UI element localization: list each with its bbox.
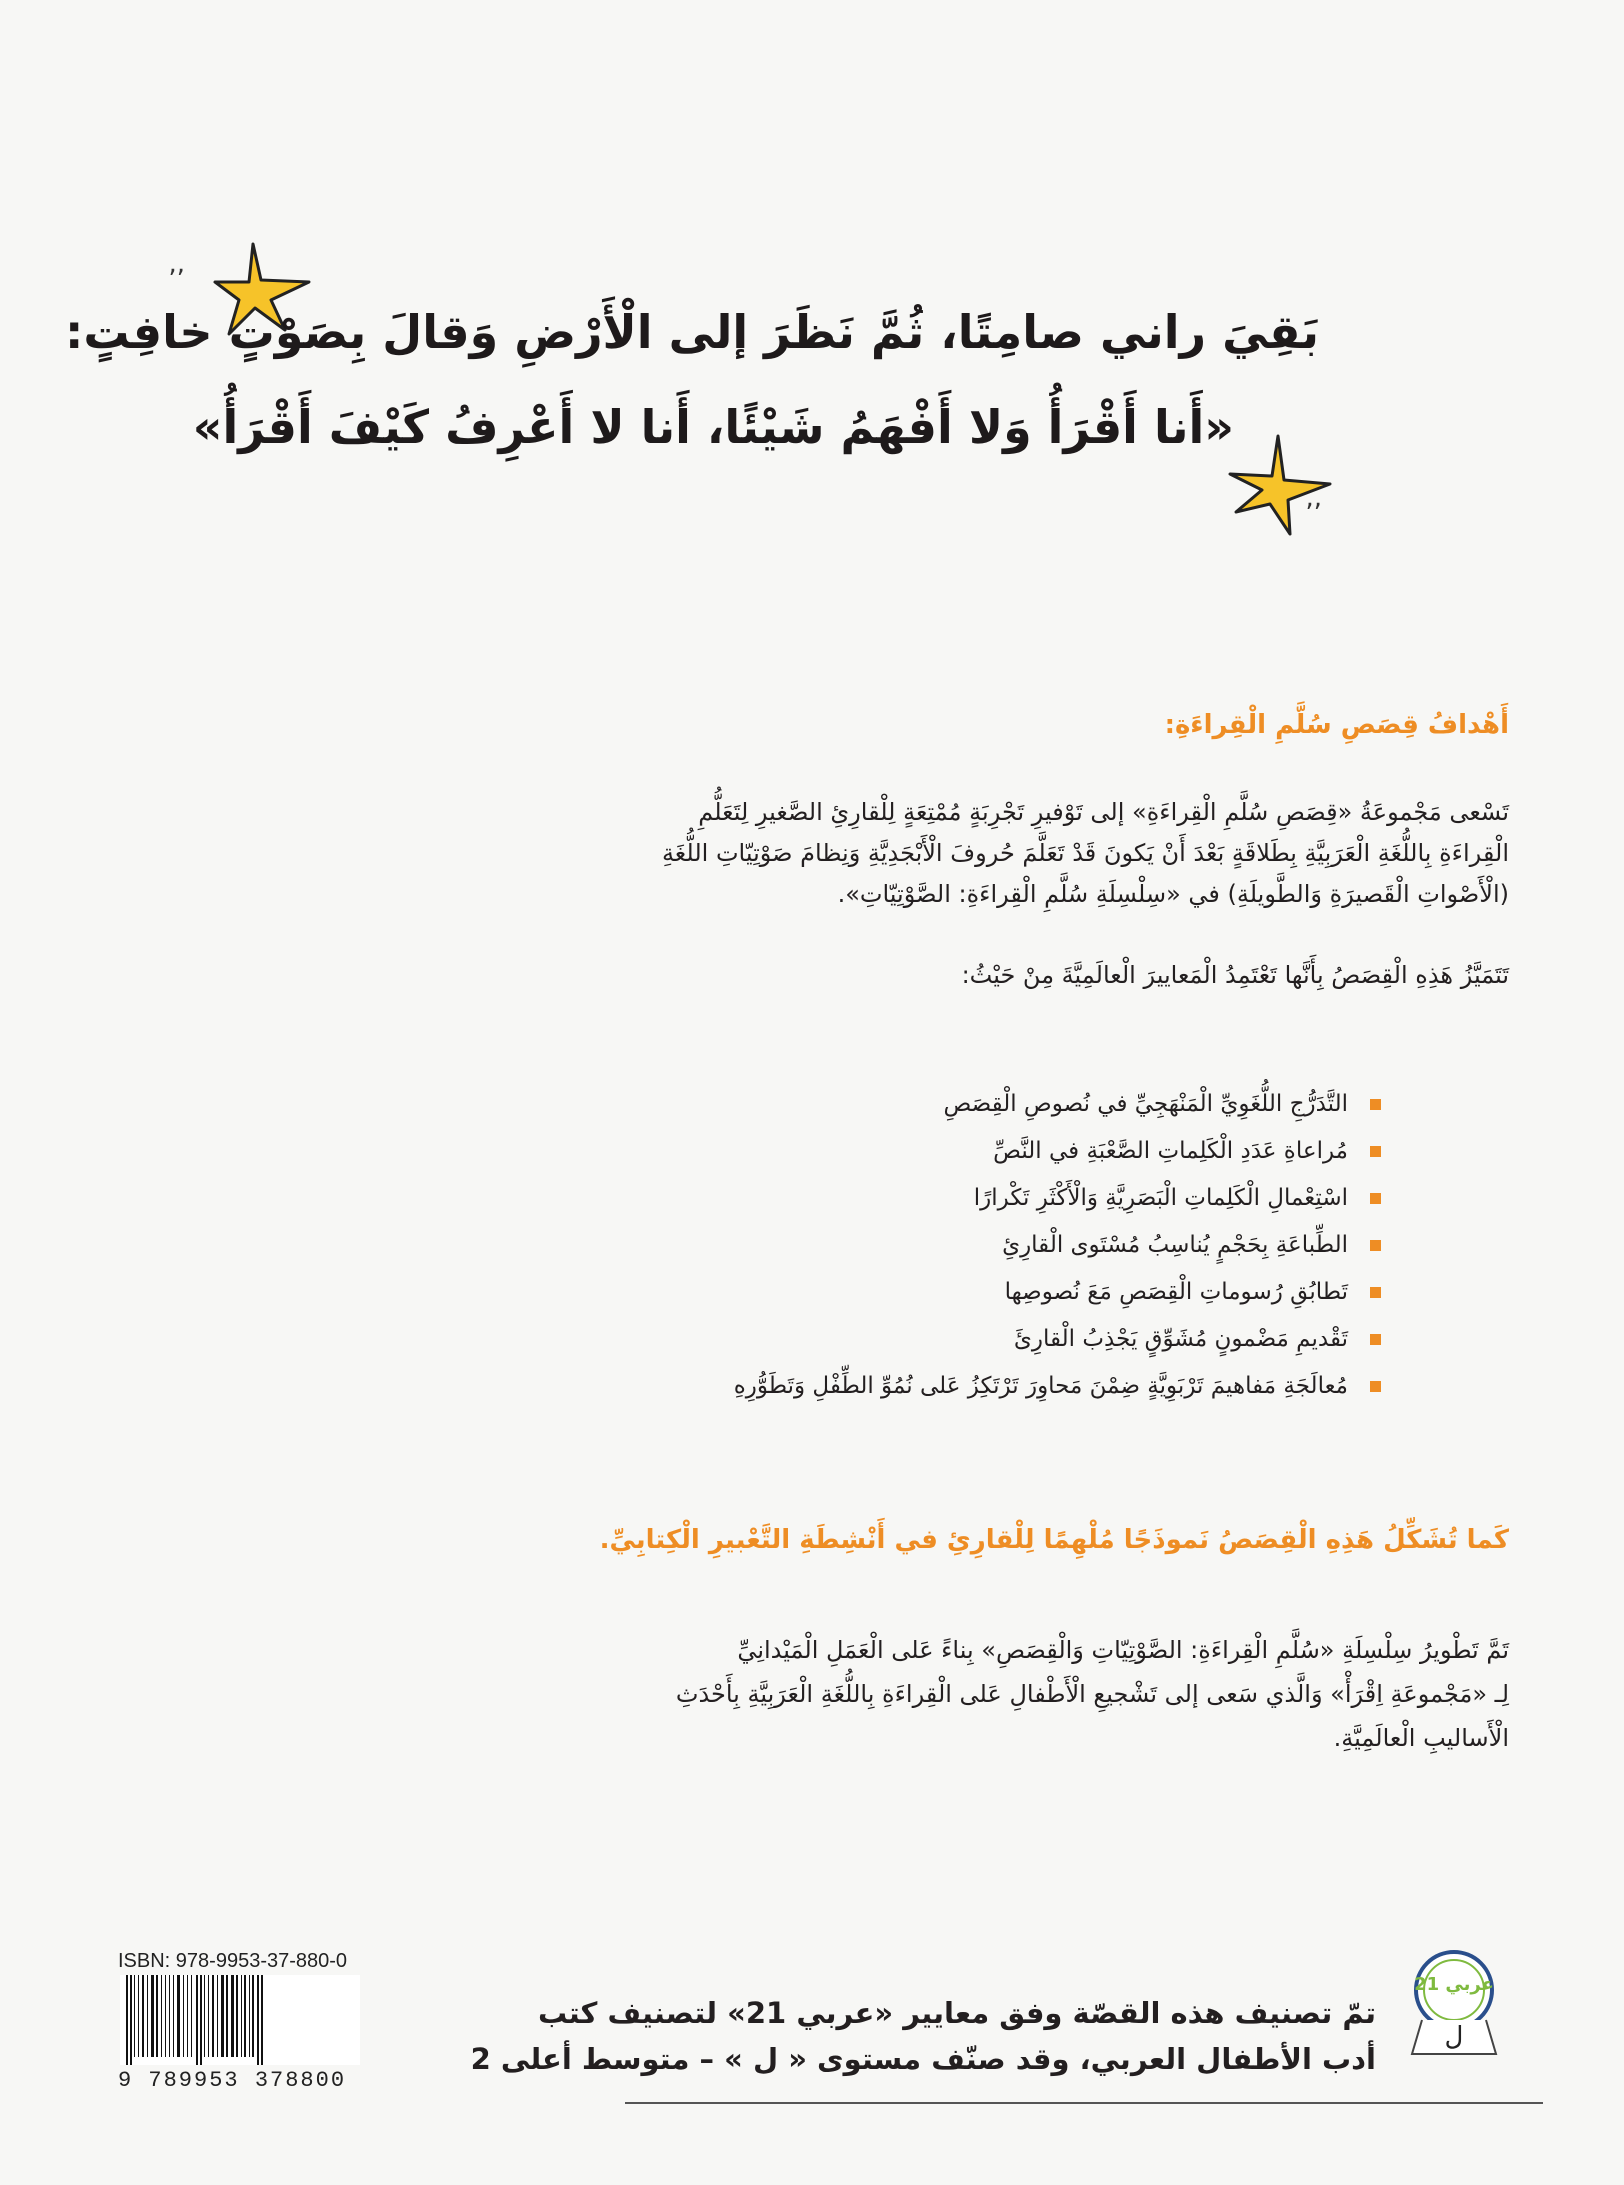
barcode-bar xyxy=(221,1975,224,2057)
criteria-list xyxy=(734,1081,1381,1410)
paragraph-line: الْقِراءَةِ بِاللُّغَةِ الْعَرَبِيَّةِ بِطَلاقَةٍ بَعْدَ أَنْ يَكونَ قَدْ تَعَلَّمَ حُروفَ الْأَبْجَدِيَّةِ وَنِظامَ صَوْتِيّاتِ اللُّغَةِ xyxy=(661,839,1509,867)
barcode-bar xyxy=(165,1975,166,2057)
quote-line-1: بَقِيَ راني صامِتًا، ثُمَّ نَظَرَ إلى الْأَرْضِ وَقالَ بِصَوْتٍ خافِتٍ: xyxy=(64,305,1319,359)
bullet-square-icon xyxy=(1370,1240,1381,1251)
svg-text:,,: ,, xyxy=(168,249,185,279)
isbn-label: ISBN: 978-9953-37-880-0 xyxy=(118,1950,348,1972)
barcode-bar xyxy=(241,1975,242,2057)
barcode-bar xyxy=(130,1975,132,2065)
paragraph-line: (الْأَصْواتِ الْقَصيرَةِ وَالطَّويلَةِ) في «سِلْسِلَةِ سُلَّمِ الْقِراءَةِ: الصَّوْتِيّاتِ». xyxy=(837,880,1509,908)
barcode-bar xyxy=(177,1975,180,2057)
bullet-square-icon xyxy=(1370,1193,1381,1204)
barcode-bar xyxy=(196,1975,198,2065)
barcode-bar xyxy=(169,1975,170,2057)
bullet-square-icon xyxy=(1370,1334,1381,1345)
barcode-bar xyxy=(156,1975,158,2057)
barcode-bar xyxy=(217,1975,218,2057)
barcode-bar xyxy=(173,1975,174,2057)
svg-text:,,: ,, xyxy=(1305,483,1322,513)
barcode xyxy=(120,1975,360,2065)
barcode-bar xyxy=(126,1975,128,2065)
model-heading: كَما تُشَكِّلُ هَذِهِ الْقِصَصُ نَموذَجًا مُلْهِمًا لِلْقارِئِ في أَنْشِطَةِ التَّعْبيرِ الْكِتابِيِّ. xyxy=(599,1525,1509,1555)
list-item: اسْتِعْمالِ الْكَلِماتِ الْبَصَرِيَّةِ وَالْأَكْثَرِ تَكْرارًا xyxy=(734,1175,1381,1222)
list-item: مُراعاةِ عَدَدِ الْكَلِماتِ الصَّعْبَةِ في النَّصِّ xyxy=(734,1128,1381,1175)
barcode-bar xyxy=(249,1975,250,2057)
barcode-bar xyxy=(138,1975,139,2057)
bottom-rule xyxy=(625,2102,1543,2104)
goals-paragraph xyxy=(662,792,1509,915)
criteria-intro xyxy=(962,955,1509,996)
barcode-bar xyxy=(208,1975,209,2057)
classification-line-1: تمّ تصنيف هذه القصّة وفق معايير «عربي 21» لتصنيف كتب xyxy=(538,1996,1376,2030)
quote-line-2: «أَنا أَقْرَأُ وَلا أَفْهَمُ شَيْئًا، أَنا لا أَعْرِفُ كَيْفَ أَقْرَأُ» xyxy=(192,400,1234,454)
barcode-bar xyxy=(187,1975,188,2057)
bullet-square-icon xyxy=(1370,1381,1381,1392)
paragraph-line: تَمَّ تَطْويرُ سِلْسِلَةِ «سُلَّمِ الْقِراءَةِ: الصَّوْتِيّاتِ وَالْقِصَصِ» بِناءً عَلى الْعَمَلِ الْمَيْدانِيِّ xyxy=(737,1636,1509,1664)
classification-line-2: أدب الأطفال العربي، وقد صنّف مستوى « ل » – متوسط أعلى 2 xyxy=(470,2042,1376,2076)
barcode-bar xyxy=(261,1975,263,2065)
barcode-bar xyxy=(183,1975,184,2057)
star-bottom-icon xyxy=(1222,430,1352,540)
barcode-bar xyxy=(147,1975,148,2057)
barcode-bar xyxy=(226,1975,228,2057)
criteria-intro-text: تَتَمَيَّزُ هَذِهِ الْقِصَصُ بِأَنَّها تَعْتَمِدُ الْمَعاييرَ الْعالَمِيَّةَ مِنْ حَيْثُ: xyxy=(961,961,1509,989)
barcode-bar xyxy=(161,1975,162,2057)
barcode-bar xyxy=(252,1975,254,2057)
goals-heading: أَهْدافُ قِصَصِ سُلَّمِ الْقِراءَةِ: xyxy=(1164,710,1509,740)
paragraph-line: الْأَساليبِ الْعالَمِيَّةِ. xyxy=(1333,1724,1509,1752)
list-item: التَّدَرُّجِ اللُّغَوِيِّ الْمَنْهَجِيِّ في نُصوصِ الْقِصَصِ xyxy=(734,1081,1381,1128)
bullet-square-icon xyxy=(1370,1146,1381,1157)
barcode-bar xyxy=(231,1975,234,2057)
list-item: مُعالَجَةِ مَفاهيمَ تَرْبَوِيَّةٍ ضِمْنَ مَحاوِرَ تَرْتَكِزُ عَلى نُمُوِّ الطِّفْلِ وَتَطَوُّرِهِ xyxy=(734,1363,1381,1410)
barcode-bar xyxy=(200,1975,202,2065)
barcode-bar xyxy=(244,1975,246,2057)
barcode-bar xyxy=(134,1975,135,2057)
paragraph-line: لِـ «مَجْموعَةِ اِقْرَأْ» وَالَّذي سَعى إلى تَشْجيعِ الْأَطْفالِ عَلى الْقِراءَةِ بِاللُّغَةِ الْعَرَبِيَّةِ بِأَحْدَثِ xyxy=(675,1680,1509,1708)
list-item: تَقْديمِ مَضْمونٍ مُشَوِّقٍ يَجْذِبُ الْقارِئَ xyxy=(734,1316,1381,1363)
development-paragraph xyxy=(676,1628,1509,1760)
barcode-bar xyxy=(257,1975,259,2065)
bullet-square-icon xyxy=(1370,1099,1381,1110)
barcode-bar xyxy=(191,1975,192,2057)
list-item: تَطابُقِ رُسوماتِ الْقِصَصِ مَعَ نُصوصِها xyxy=(734,1269,1381,1316)
barcode-bar xyxy=(151,1975,154,2057)
badge-level: ل xyxy=(1444,2022,1464,2052)
barcode-bar xyxy=(142,1975,144,2057)
badge-logo-text: عربي 21 xyxy=(1414,1974,1494,1995)
list-item: الطِّباعَةِ بِحَجْمٍ يُناسِبُ مُسْتَوى الْقارِئِ xyxy=(734,1222,1381,1269)
arabi21-badge xyxy=(1398,1950,1510,2062)
barcode-bars xyxy=(120,1975,360,2065)
barcode-bar xyxy=(212,1975,214,2057)
isbn-digits: 9 789953 378800 xyxy=(118,2068,347,2093)
barcode-bar xyxy=(236,1975,238,2057)
bullet-square-icon xyxy=(1370,1287,1381,1298)
barcode-bar xyxy=(204,1975,205,2057)
paragraph-line: تَسْعى مَجْموعَةُ «قِصَصِ سُلَّمِ الْقِراءَةِ» إلى تَوْفيرِ تَجْرِبَةٍ مُمْتِعَةٍ لِلْقارِئِ الصَّغيرِ لِتَعَلُّمِ xyxy=(698,798,1509,826)
classification-text xyxy=(471,1990,1376,2082)
